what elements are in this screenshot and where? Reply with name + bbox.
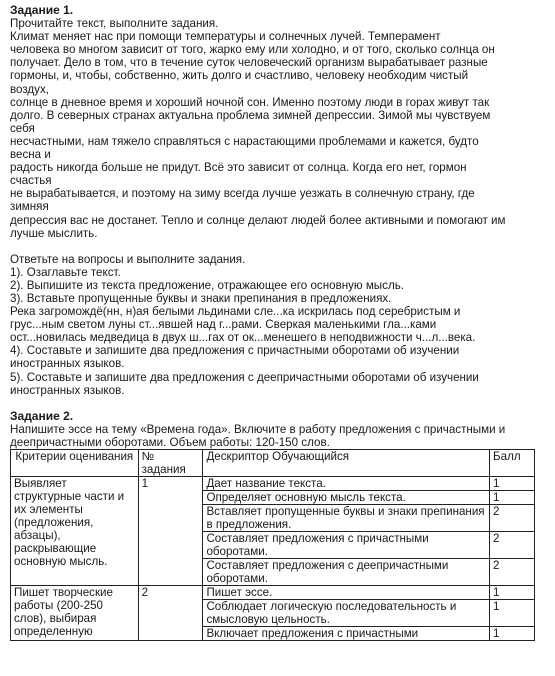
question-line: ост...новилась медведица в двух ш...гах от ок...менешего в неподвижности ч...л...века. (10, 331, 476, 345)
text-line: депрессия вас не достанет. Тепло и солнце делают людей более активными и помогают им (10, 213, 506, 227)
question-line: 4). Составьте и запишите два предложения с причастными оборотами об изучении (10, 344, 460, 358)
question-line: 3). Вставьте пропущенные буквы и знаки препинания в предложениях. (10, 291, 392, 305)
text-line: весна и (10, 148, 51, 162)
text-line: солнце в дневное время и хороший ночной сон. Именно поэтому люди в горах живут так (10, 95, 490, 109)
descriptor-cell: Пишет эссе. (203, 586, 490, 600)
points-cell: 1 (490, 600, 535, 627)
header-points: Балл (490, 450, 535, 477)
table-row (11, 477, 535, 491)
criterion-cell: Выявляет структурные части и их элементы (предложения, абзацы), раскрывающие основную мысль. (11, 477, 139, 586)
header-descriptor: Дескриптор Обучающийся (203, 450, 490, 477)
text-line: воздух, (10, 82, 49, 96)
text-line: счастья (10, 174, 52, 188)
question-line: 2). Выпишите из текста предложение, отражающее его основную мысль. (10, 278, 404, 292)
header-criteria: Критерии оценивания (11, 450, 139, 477)
descriptor-cell: Соблюдает логическую последовательность и смысловую цельность. (203, 600, 490, 627)
rubric-table (10, 449, 535, 641)
task1-text (10, 30, 547, 240)
text-line: получает. Дело в том, что в течение суток человеческий организм вырабатывает разные (10, 56, 488, 70)
text-line: человека во многом зависит от того, жарко ему или холодно, и от того, сколько солнца он (10, 43, 495, 57)
question-line: иностранных языков. (10, 357, 125, 371)
points-cell: 2 (490, 532, 535, 559)
text-line: себя (10, 121, 35, 135)
descriptor-cell: Дает название текста. (203, 477, 490, 491)
text-line: долго. В северных странах актуальна проблема зимней депрессии. Зимой мы чувствуем (10, 108, 491, 122)
points-cell: 2 (490, 505, 535, 532)
descriptor-cell: Определяет основную мысль текста. (203, 491, 490, 505)
question-line: 5). Составьте и запишите два предложения с деепричастными оборотами об изучении (10, 370, 479, 384)
criterion-cell: Пишет творческие работы (200-250 слов), выбирая определенную (11, 586, 139, 641)
question-line: 1). Озаглавьте текст. (10, 265, 121, 279)
header-number: № задания (138, 450, 203, 477)
points-cell: 1 (490, 627, 535, 641)
text-line: несчастными, нам тяжело справляться с нарастающими проблемами и кажется, будто (10, 134, 479, 148)
text-line: не вырабатывается, и поэтому на зиму всегда лучше уезжать в солнечную страну, где (10, 187, 475, 201)
descriptor-cell: Вставляет пропущенные буквы и знаки препинания в предложения. (203, 505, 490, 532)
descriptor-cell: Включает предложения с причастными (203, 627, 490, 641)
points-cell: 1 (490, 477, 535, 491)
task2-instruction: деепричастными оборотами. Объем работы: 120-150 слов. (10, 435, 330, 449)
question-line: грус...ным светом луны ст...явшей над г...рами. Сверкая маленькими гла...ками (10, 318, 437, 332)
text-line: зимняя (10, 200, 49, 214)
task-number-cell: 1 (138, 477, 203, 586)
task2-instruction: Напишите эссе на тему «Времена года». Включите в работу предложения с причастными и (10, 422, 506, 436)
table-header-row (11, 450, 535, 477)
text-line: гормоны, и, чтобы, собственно, жить долго и счастливо, человеку необходим чистый (10, 69, 469, 83)
text-line: радость никогда больше не придут. Всё это зависит от солнца. Когда его нет, гормон (10, 161, 467, 175)
text-line: Климат меняет нас при помощи температуры и солнечных лучей. Темперамент (10, 30, 441, 44)
descriptor-cell: Составляет предложения с деепричастными оборотами. (203, 559, 490, 586)
descriptor-cell: Составляет предложения с причастными оборотами. (203, 532, 490, 559)
task1-title: Задание 1. (10, 3, 74, 17)
task2-title: Задание 2. (10, 408, 74, 423)
question-line: Река загромождё(нн, н)ая белыми льдинами сле...ка искрилась под серебристым и (10, 305, 461, 319)
points-cell: 2 (490, 559, 535, 586)
question-line: иностранных языков. (10, 383, 125, 397)
points-cell: 1 (490, 586, 535, 600)
task1-instruction: Прочитайте текст, выполните задания. (10, 17, 219, 31)
points-cell: 1 (490, 491, 535, 505)
table-row (11, 586, 535, 600)
task1-questions (10, 253, 547, 397)
text-line: лучше мыслить. (10, 226, 98, 240)
task-number-cell: 2 (138, 586, 203, 641)
question-line: Ответьте на вопросы и выполните задания. (10, 252, 246, 266)
